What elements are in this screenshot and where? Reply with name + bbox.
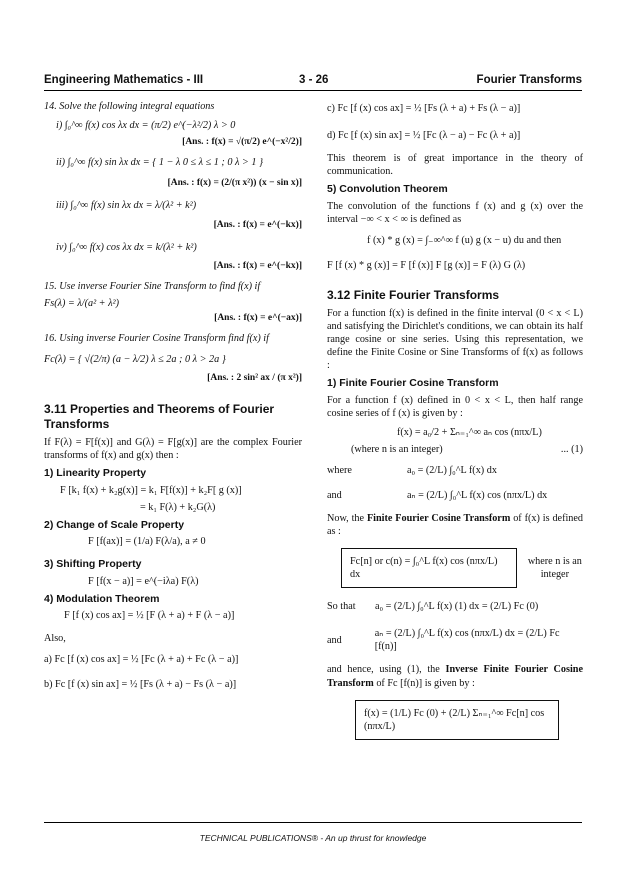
and-second-label: and (327, 634, 342, 646)
box2-row (327, 700, 583, 740)
box1-integer-note: where n is an integer (527, 556, 582, 581)
modulation-a: a) Fc [f (x) cos ax] = ½ [Fc (λ + a) + Fc (λ − a)] (44, 654, 239, 666)
finite-cosine-transform-equation: Fc[n] or c(n) = ∫₀^L f(x) cos (nπx/L) dx (350, 556, 498, 581)
a0-second-equation: a₀ = (2/L) ∫₀^L f(x) (1) dx = (2/L) Fc (0) (375, 601, 539, 613)
q16-equation: Fc(λ) = { √(2/π) (a − λ/2) λ ≤ 2a ; 0 λ > 2a } (44, 354, 226, 366)
question-14: 14. Solve the following integral equations (44, 101, 215, 112)
an-row (327, 489, 583, 502)
inverse-text-post: of Fc [f(n)] is given by : (373, 677, 475, 689)
definition-text-pre: Now, the (327, 513, 367, 525)
q14-iv-equation: iv) ∫₀^∞ f(x) cos λx dx = k/(λ² + k²) (56, 241, 197, 253)
linearity-heading: 1) Linearity Property (44, 467, 147, 480)
theorem-note: This theorem is of great importance in the theory of communication. (327, 153, 583, 178)
section-3-11-heading: 3.11 Properties and Theorems of Fourier Transforms (44, 402, 275, 431)
header-rule (44, 90, 582, 91)
section-3-12-intro: For a function f(x) is defined in the finite interval (0 < x < L) and satisfying the Dirichlet's conditions, we can obtain its half range cosine or sine series. Using this representation, we define the Finite Cosine or Sine Transforms of f(x) as follows : (327, 308, 583, 372)
a0-equation: a₀ = (2/L) ∫₀^L f(x) dx (407, 465, 497, 477)
change-of-scale-equation: F [f(ax)] = (1/a) F(λ/a), a ≠ 0 (88, 536, 206, 548)
left-column (44, 100, 302, 691)
box1-row (327, 548, 583, 588)
q14-i-answer: [Ans. : f(x) = √(π/2) e^(−x²/2)] (182, 137, 302, 148)
finite-cosine-heading: 1) Finite Fourier Cosine Transform (327, 377, 499, 390)
shifting-heading: 3) Shifting Property (44, 558, 142, 571)
q14-iii-answer: [Ans. : f(x) = e^(−kx)] (213, 219, 302, 230)
an-equation: aₙ = (2/L) ∫₀^L f(x) cos (nπx/L) dx (407, 490, 548, 502)
q14-i-equation: i) ∫₀^∞ f(x) cos λx dx = (π/2) e^(−λ²/2) λ > 0 (56, 120, 236, 132)
definition-text-post: of f(x) is defined as : (327, 513, 583, 538)
convolution-equation-2: F [f (x) * g (x)] = F [f (x)] F [g (x)] = F (λ) G (λ) (327, 259, 526, 271)
section-3-12-heading: 3.12 Finite Fourier Transforms (327, 287, 500, 302)
question-16: 16. Using inverse Fourier Cosine Transform find f(x) if (44, 333, 269, 345)
modulation-b: b) Fc [f (x) sin ax] = ½ [Fs (λ + a) − Fs (λ − a)] (44, 679, 237, 691)
equation-number-1: ... (1) (560, 444, 583, 456)
modulation-c: c) Fc [f (x) cos ax] = ½ [Fs (λ + a) + Fs (λ − a)] (327, 103, 521, 114)
a0-row (327, 464, 583, 477)
finite-cosine-definition-text (327, 512, 583, 538)
q15-equation: Fs(λ) = λ/(a² + λ²) (44, 297, 119, 309)
half-range-cosine-series: f(x) = a₀/2 + Σₙ₌₁^∞ aₙ cos (nπx/L) (397, 426, 542, 438)
linearity-equation-2: = k₁ F(λ) + k₂G(λ) (140, 501, 216, 513)
page-footer: TECHNICAL PUBLICATIONS® - An up thrust for knowledge (199, 833, 427, 843)
inverse-finite-cosine-equation: f(x) = (1/L) Fc (0) + (2/L) Σₙ₌₁^∞ Fc[n] cos (nπx/L) (364, 707, 545, 732)
series-note-row (327, 443, 583, 456)
inverse-finite-cosine-box (355, 700, 559, 740)
q14-ii-equation: ii) ∫₀^∞ f(x) sin λx dx = { 1 − λ 0 ≤ λ ≤ 1 ; 0 λ > 1 } (56, 157, 264, 169)
q14-iv-answer: [Ans. : f(x) = e^(−kx)] (213, 260, 302, 271)
header-book-title: Engineering Mathematics - III (44, 74, 204, 86)
finite-cosine-text: For a function f (x) defined in 0 < x < L, then half range cosine series of f (x) is given by : (327, 394, 583, 419)
integer-note: (where n is an integer) (351, 444, 443, 456)
inverse-text-bold: Inverse Finite Fourier Cosine Transform (327, 664, 583, 689)
also-text: Also, (44, 633, 66, 645)
where-label: where (327, 465, 352, 477)
section-3-11-intro: If F(λ) = F[f(x)] and G(λ) = F[g(x)] are the complex Fourier transforms of f(x) and g(x) then : (44, 437, 302, 462)
q14-ii-answer: [Ans. : f(x) = (2/(π x²)) (x − sin x)] (167, 178, 302, 189)
right-column (327, 100, 583, 740)
convolution-equation-1: f (x) * g (x) = ∫₋∞^∞ f (u) g (x − u) du and then (367, 234, 562, 246)
linearity-equation-1: F [k₁ f(x) + k₂g(x)] = k₁ F[f(x)] + k₂F[ g (x)] (60, 484, 242, 496)
finite-cosine-transform-box (341, 548, 517, 588)
so-that-label: So that (327, 601, 356, 613)
modulation-d: d) Fc [f (x) sin ax] = ½ [Fc (λ − a) − Fc (λ + a)] (327, 130, 521, 142)
q14-iii-equation: iii) ∫₀^∞ f(x) sin λx dx = λ/(λ² + k²) (56, 200, 197, 212)
inverse-transform-text (327, 663, 583, 689)
footer-rule (44, 822, 582, 823)
header-page-number: 3 - 26 (299, 74, 329, 86)
and-label: and (327, 490, 342, 502)
a0-second-row (327, 600, 583, 613)
modulation-equation: F [f (x) cos ax] = ½ [F (λ + a) + F (λ − a)] (64, 610, 235, 622)
inverse-text-pre: and hence, using (1), the (327, 664, 446, 676)
an-second-row (327, 627, 583, 653)
q16-answer: [Ans. : 2 sin² ax / (π x²)] (207, 373, 302, 384)
an-second-equation: aₙ = (2/L) ∫₀^L f(x) cos (nπx/L) dx = (2/L) Fc [f(n)] (374, 628, 560, 653)
shifting-equation: F [f(x − a)] = e^(−iλa) F(λ) (88, 575, 199, 587)
definition-text-bold: Finite Fourier Cosine Transform (366, 513, 511, 525)
question-15: 15. Use inverse Fourier Sine Transform to find f(x) if (44, 280, 261, 292)
modulation-heading: 4) Modulation Theorem (44, 592, 160, 605)
change-of-scale-heading: 2) Change of Scale Property (44, 518, 185, 531)
q15-answer: [Ans. : f(x) = e^(−ax)] (214, 312, 302, 323)
convolution-text: The convolution of the functions f (x) and g (x) over the interval −∞ < x < ∞ is defined as (327, 200, 583, 225)
header-chapter-title: Fourier Transforms (476, 74, 582, 86)
convolution-heading: 5) Convolution Theorem (327, 183, 448, 196)
